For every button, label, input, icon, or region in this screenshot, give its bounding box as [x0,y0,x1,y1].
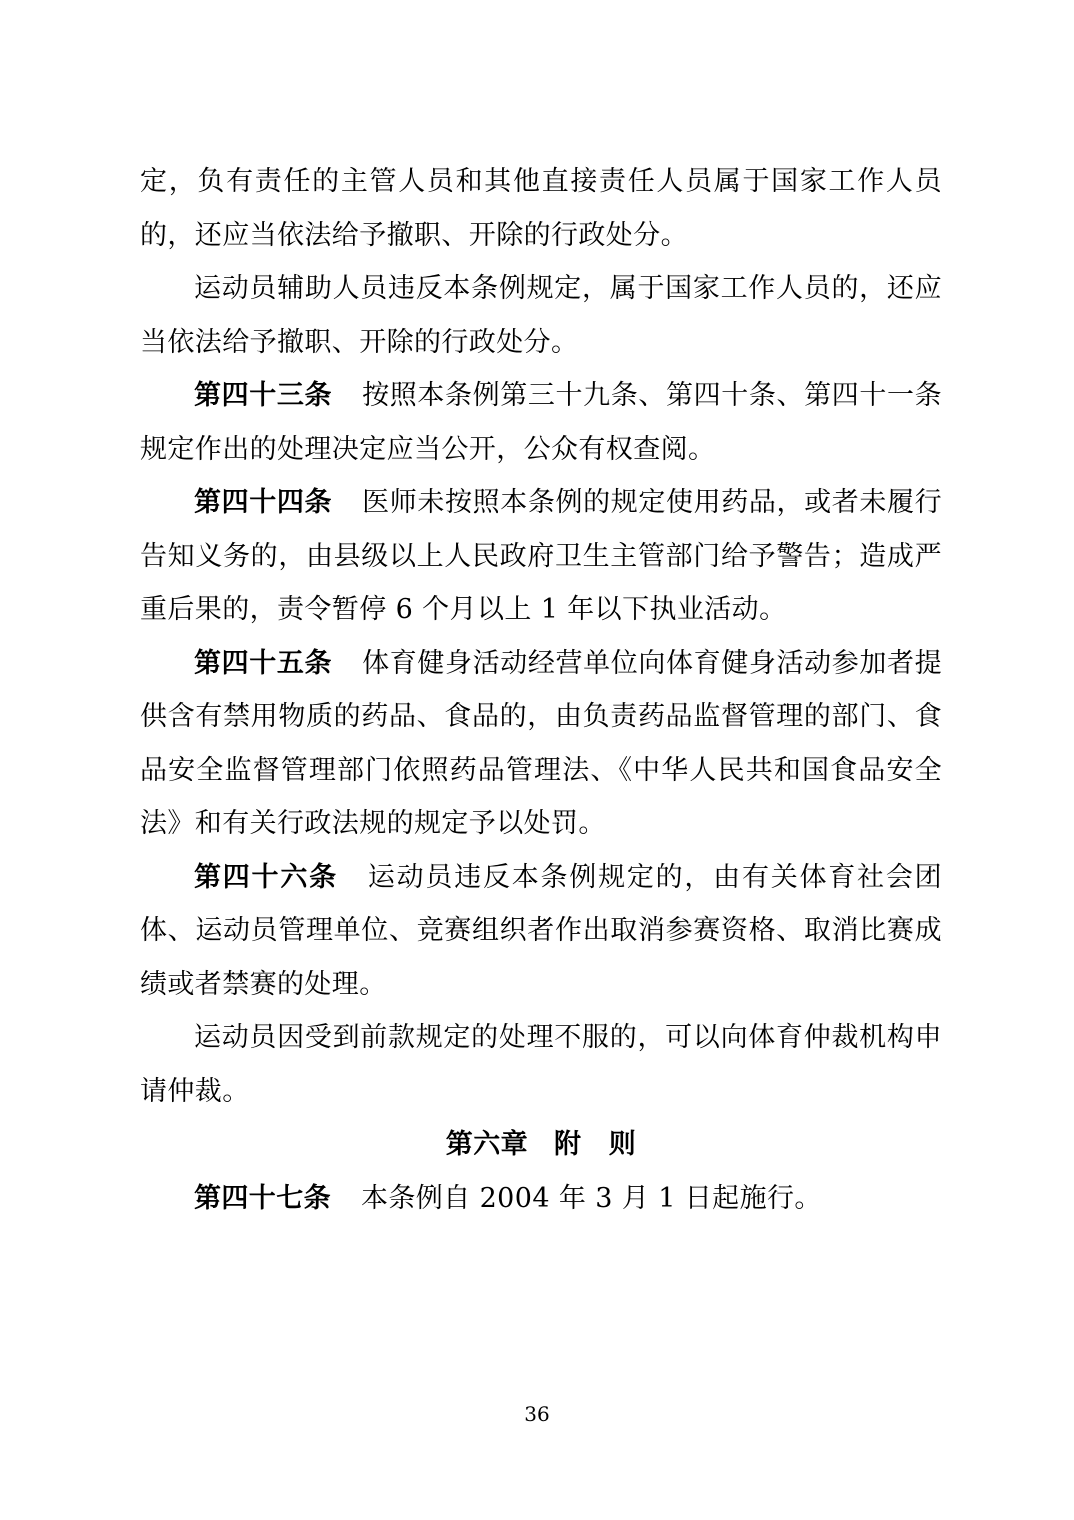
article-45 [140,637,942,851]
paragraph-text: 运动员辅助人员违反本条例规定，属于国家工作人员的，还应当依法给予撤职、开除的行政处分。 [140,273,942,358]
article-label: 第四十三条 [194,380,333,411]
article-47 [140,1172,942,1226]
article-text: 体育健身活动经营单位向体育健身活动参加者提供含有禁用物质的药品、食品的，由负责药品监督管理的部门、食品安全监督管理部门依照药品管理法、《中华人民共和国食品安全法》和有关行政法规的规定予以处罚。 [140,647,942,839]
chapter-number: 第六章 [445,1129,528,1160]
paragraph-text: 定，负有责任的主管人员和其他直接责任人员属于国家工作人员的，还应当依法给予撤职、开除的行政处分。 [140,166,942,251]
article-text: 本条例自 2004 年 3 月 1 日起施行。 [361,1182,822,1214]
page-number: 36 [524,1402,550,1426]
article-label: 第四十六条 [194,861,338,893]
article-text: 运动员违反本条例规定的，由有关体育社会团体、运动员管理单位、竞赛组织者作出取消参赛资格、取消比赛成绩或者禁赛的处理。 [140,861,942,1000]
document-body [140,155,942,1225]
paragraph-arbitration [140,1011,942,1118]
chapter-title: 附 则 [554,1129,637,1160]
article-46 [140,851,942,1012]
chapter-heading [140,1118,942,1172]
paragraph-text: 运动员因受到前款规定的处理不服的，可以向体育仲裁机构申请仲裁。 [140,1022,942,1107]
article-43 [140,369,942,476]
paragraph-assistants-penalty [140,262,942,369]
article-label: 第四十七条 [194,1182,331,1214]
article-label: 第四十五条 [194,647,333,679]
article-label: 第四十四条 [194,487,333,518]
article-text: 医师未按照本条例的规定使用药品，或者未履行告知义务的，由县级以上人民政府卫生主管部门给予警告；造成严重后果的，责令暂停 6 个月以上 1 年以下执业活动。 [140,487,942,625]
paragraph-continuation [140,155,942,262]
article-text: 按照本条例第三十九条、第四十条、第四十一条规定作出的处理决定应当公开，公众有权查阅。 [140,380,942,465]
article-44 [140,476,942,637]
